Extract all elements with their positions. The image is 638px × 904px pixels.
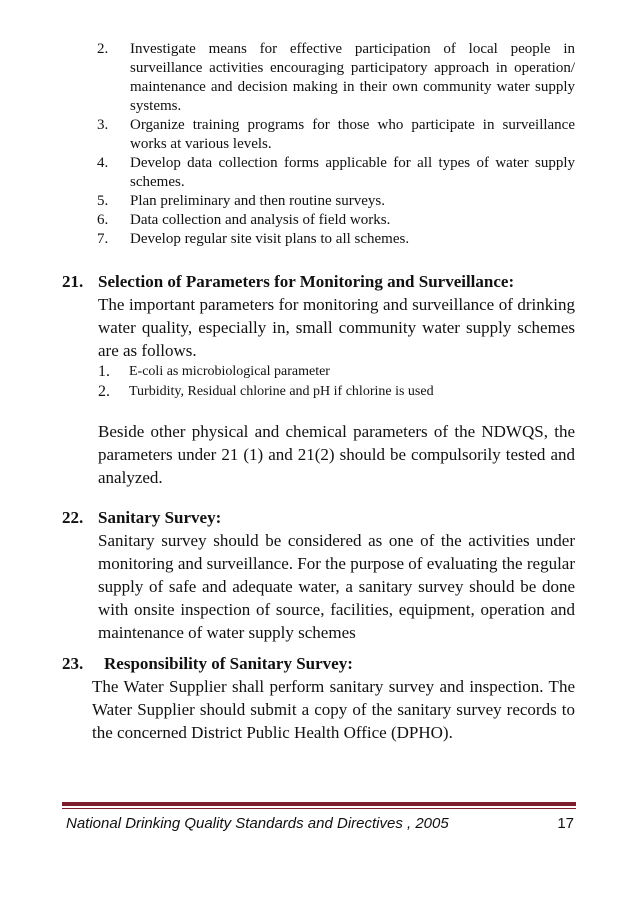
section-closing: Beside other physical and chemical parameters of the NDWQS, the parameters under 21 (1) and 21(2) should be compulsorily tested and analyzed. (98, 422, 575, 487)
list-item-text: Organize training programs for those who participate in surveillance works at various levels. (130, 117, 575, 152)
parameters-list (98, 362, 575, 402)
list-item-number: 4. (97, 155, 109, 171)
section-title: Selection of Parameters for Monitoring and Surveillance: (98, 272, 515, 291)
list-item (97, 230, 575, 249)
footer-title: National Drinking Quality Standards and Directives , 2005 (66, 815, 449, 832)
list-item (97, 116, 575, 154)
section-body: The Water Supplier shall perform sanitary survey and inspection. The Water Supplier should submit a copy of the sanitary survey records to the concerned District Public Health Office (DPHO). (92, 677, 575, 742)
list-item-number: 5. (97, 193, 109, 209)
list-item-text: Develop data collection forms applicable for all types of water supply schemes. (130, 155, 575, 190)
list-item-text: Turbidity, Residual chlorine and pH if chlorine is used (129, 384, 434, 399)
list-item-number: 2. (97, 41, 109, 57)
section-number: 23. (62, 654, 84, 673)
footer-rule-thin (62, 808, 576, 809)
section-number: 22. (62, 508, 84, 527)
section-heading (62, 270, 575, 293)
footer-rule-thick (62, 802, 576, 806)
section-21 (62, 270, 575, 489)
section-title: Responsibility of Sanitary Survey: (104, 654, 353, 673)
list-item (98, 362, 575, 382)
list-item-number: 7. (97, 231, 109, 247)
list-item-text: Develop regular site visit plans to all schemes. (130, 231, 410, 247)
list-item-number: 3. (97, 117, 109, 133)
list-item (97, 211, 575, 230)
section-heading (62, 652, 575, 675)
section-intro: The important parameters for monitoring and surveillance of drinking water quality, especially in, small community water supply schemes are as follows. (98, 295, 575, 360)
section-22 (62, 506, 575, 644)
list-item-number: 2. (98, 383, 110, 400)
list-item-text: Investigate means for effective participation of local people in surveillance activities encouraging participatory approach in operation/ maintenance and decision making in their own community water supply systems. (130, 41, 575, 114)
list-item (97, 192, 575, 211)
section-heading (62, 506, 575, 529)
list-item (97, 154, 575, 192)
list-item-text: E-coli as microbiological parameter (129, 364, 330, 379)
surveillance-tasks-list (97, 40, 575, 249)
list-item-text: Data collection and analysis of field works. (130, 212, 391, 228)
page-footer (66, 814, 574, 833)
page-number: 17 (557, 815, 574, 832)
list-item-text: Plan preliminary and then routine surveys. (130, 193, 385, 209)
section-body: Sanitary survey should be considered as one of the activities under monitoring and surveillance. For the purpose of evaluating the regular supply of safe and adequate water, a sanitary survey should be done with onsite inspection of source, facilities, equipment, operation and maintenance of water supply schemes (98, 531, 575, 642)
list-item (97, 40, 575, 116)
list-item-number: 1. (98, 363, 110, 380)
section-23 (62, 652, 575, 744)
list-item (98, 382, 575, 402)
section-number: 21. (62, 272, 84, 291)
section-title: Sanitary Survey: (98, 508, 222, 527)
list-item-number: 6. (97, 212, 109, 228)
